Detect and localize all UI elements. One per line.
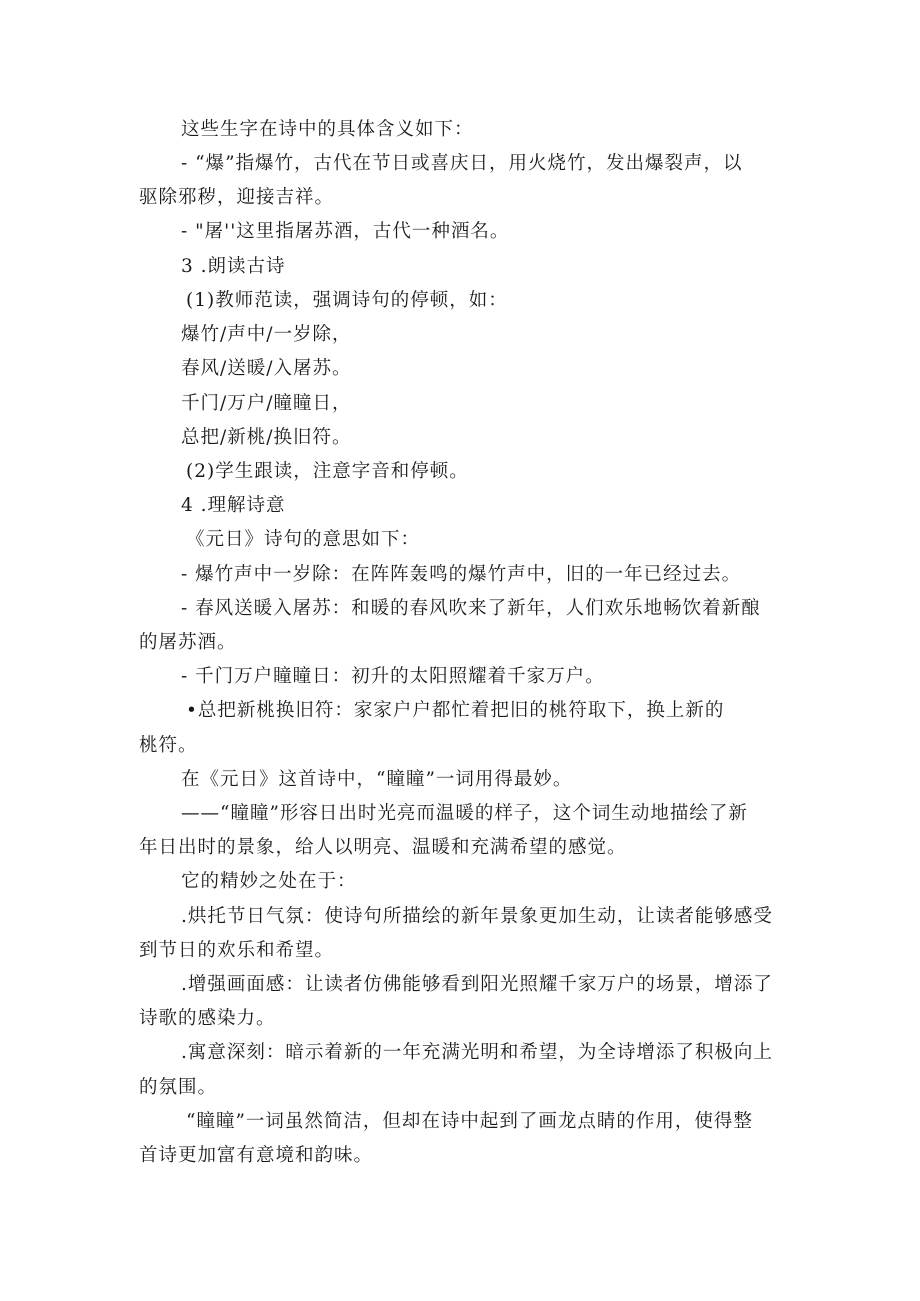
merit-1-line-2: 到节日的欢乐和希望。 <box>139 940 335 961</box>
meaning-line-4b: 桃符。 <box>139 735 198 756</box>
poem-line-3: 千门/万户/瞳瞳日， <box>181 393 352 414</box>
best-word-explanation-1: ——“瞳瞳”形容日出时光亮而温暖的样子，这个词生动地描绘了新 <box>181 803 748 824</box>
section-heading-4: 4 .理解诗意 <box>181 495 286 516</box>
conclusion-line-1: “瞳瞳”一词虽然简洁，但却在诗中起到了画龙点睛的作用，使得整 <box>186 1111 753 1132</box>
meaning-line-2b: 的屠苏酒。 <box>139 632 237 653</box>
meaning-line-3: - 千门万户瞳瞳日：初升的太阳照耀着千家万户。 <box>181 666 605 687</box>
merit-2-line-1: .增强画面感：让读者仿佛能够看到阳光照耀千家万户的场景，增添了 <box>181 974 773 995</box>
explanation-tu-line: - "屠''这里指屠苏酒，古代一种酒名。 <box>181 221 510 242</box>
poem-line-2: 春风/送暖/入屠苏。 <box>181 358 352 379</box>
merit-3-line-1: .寓意深刻：暗示着新的一年充满光明和希望，为全诗增添了积极向上 <box>181 1042 773 1063</box>
teacher-reading-line: (1)教师范读，强调诗句的停顿，如： <box>186 290 508 311</box>
poem-line-4: 总把/新桃/换旧符。 <box>181 427 352 448</box>
meaning-line-4a: •总把新桃换旧符：家家户户都忙着把旧的桃符取下，换上新的 <box>186 700 725 721</box>
meaning-line-1: - 爆竹声中一岁除：在阵阵轰鸣的爆竹声中，旧的一年已经过去。 <box>181 564 742 585</box>
meaning-intro-line: 《元日》诗句的意思如下： <box>186 529 421 550</box>
explanation-bao-line-1: - “爆”指爆竹，古代在节日或喜庆日，用火烧竹，发出爆裂声，以 <box>181 153 743 174</box>
merit-3-line-2: 的氛围。 <box>139 1077 218 1098</box>
merit-2-line-2: 诗歌的感染力。 <box>139 1008 276 1029</box>
conclusion-line-2: 首诗更加富有意境和韵味。 <box>139 1145 374 1166</box>
poem-line-1: 爆竹/声中/一岁除， <box>181 324 352 345</box>
merit-1-line-1: .烘托节日气氛：使诗句所描绘的新年景象更加生动，让读者能够感受 <box>181 906 773 927</box>
intro-line: 这些生字在诗中的具体含义如下： <box>181 119 474 140</box>
merits-intro-line: 它的精妙之处在于： <box>181 871 357 892</box>
best-word-explanation-2: 年日出时的景象，给人以明亮、温暖和充满希望的感觉。 <box>139 837 627 858</box>
meaning-line-2a: - 春风送暖入屠苏：和暖的春风吹来了新年，人们欢乐地畅饮着新酿 <box>181 598 761 619</box>
explanation-bao-line-2: 驱除邪秽，迎接吉祥。 <box>139 187 335 208</box>
student-reading-line: (2)学生跟读，注意字音和停顿。 <box>186 461 469 482</box>
section-heading-3: 3 .朗读古诗 <box>181 256 286 277</box>
best-word-line: 在《元日》这首诗中，“瞳瞳”一词用得最妙。 <box>181 769 573 790</box>
